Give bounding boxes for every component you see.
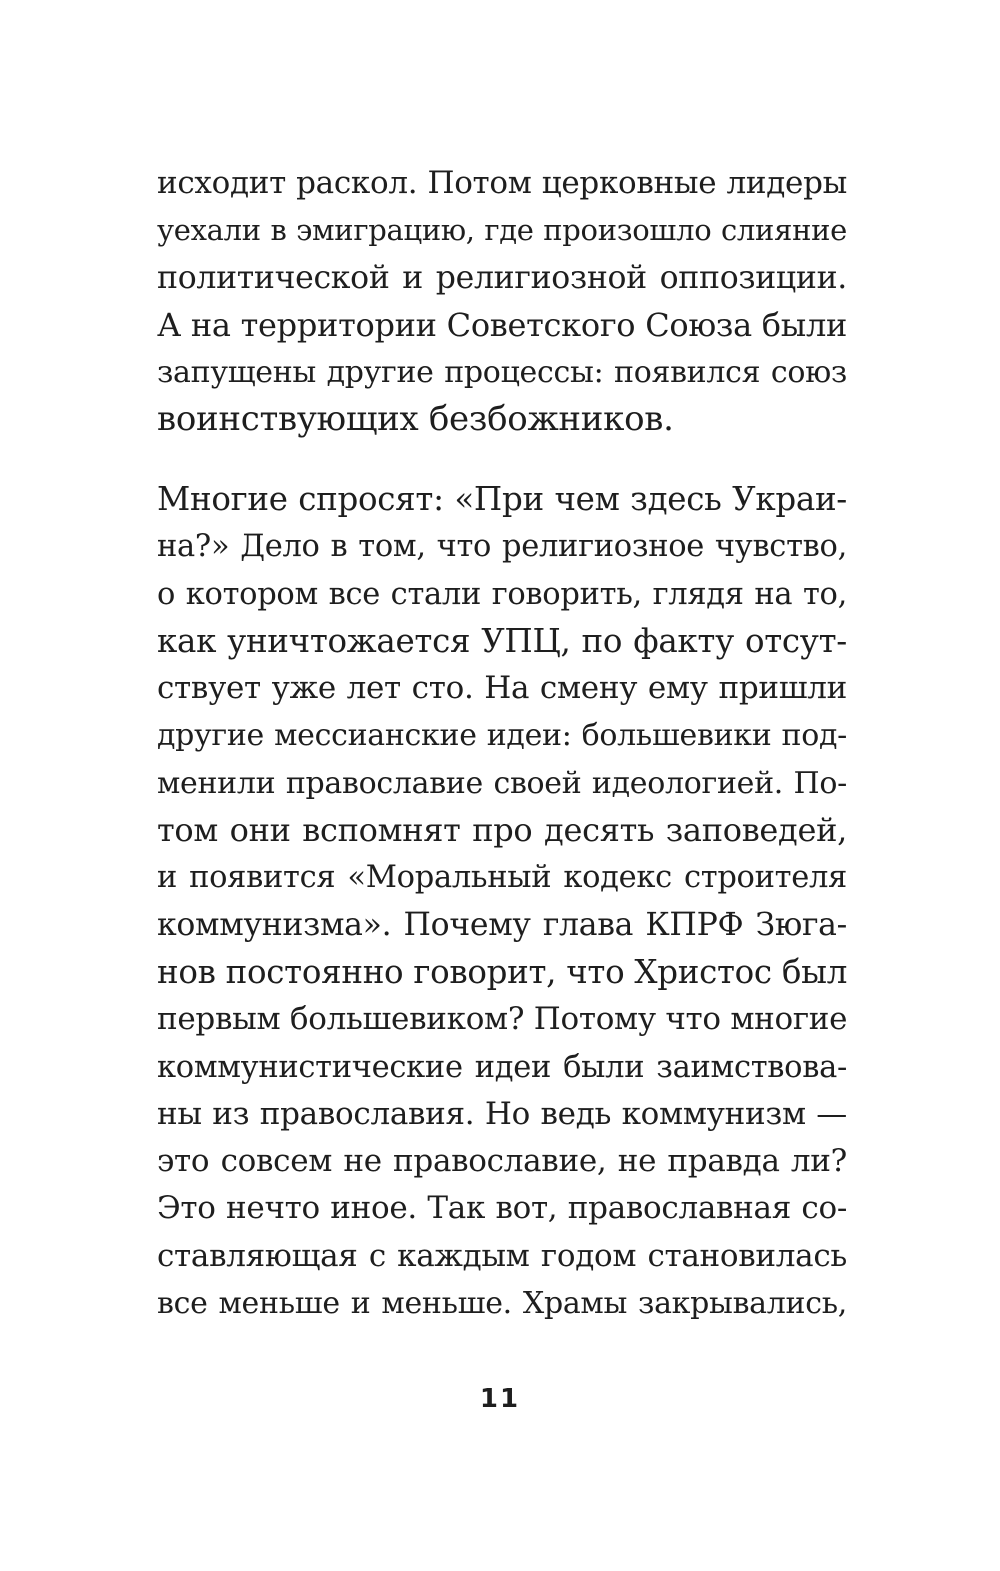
text-line: исходит раскол. Потом церковные лидеры bbox=[157, 165, 847, 201]
text-line: ствует уже лет сто. На смену ему пришли bbox=[157, 670, 847, 707]
text-line: о котором все стали говорить, глядя на то, bbox=[157, 576, 847, 612]
text-line: запущены другие процессы: появился союз bbox=[157, 355, 847, 391]
text-line: А на территории Советского Союза были bbox=[157, 305, 847, 344]
paragraph-2 bbox=[157, 476, 847, 1327]
text-line: политической и религиозной оппозиции. bbox=[157, 259, 847, 296]
text-line: том они вспомнят про десять заповедей, bbox=[157, 811, 847, 850]
text-line: менили православие своей идеологией. По- bbox=[157, 765, 847, 801]
text-line: коммунистические идеи были заимствова- bbox=[157, 1049, 847, 1085]
text-line: уехали в эмиграцию, где произошло слияние bbox=[157, 213, 847, 248]
text-line: на?» Дело в том, что религиозное чувство, bbox=[157, 529, 847, 565]
paragraph-1 bbox=[157, 160, 847, 444]
text-line: ны из православия. Но ведь коммунизм — bbox=[157, 1095, 847, 1132]
text-line: как уничтожается УПЦ, по факту отсут- bbox=[157, 621, 847, 660]
text-line: это совсем не православие, не правда ли? bbox=[157, 1143, 847, 1180]
text-line: Многие спросят: «При чем здесь Украи- bbox=[157, 480, 847, 518]
text-line: воинствующих безбожников. bbox=[157, 399, 674, 440]
page-number: 11 bbox=[479, 1384, 521, 1414]
text-line: и появится «Моральный кодекс строителя bbox=[157, 860, 847, 896]
text-line: нов постоянно говорит, что Христос был bbox=[157, 952, 848, 991]
text-line: другие мессианские идеи: большевики под- bbox=[157, 718, 847, 754]
text-line: Это нечто иное. Так вот, православная со- bbox=[157, 1190, 847, 1227]
text-line: ставляющая с каждым годом становилась bbox=[157, 1237, 847, 1274]
text-line: первым большевиком? Потому что многие bbox=[157, 1001, 848, 1038]
text-line: коммунизма». Почему глава КПРФ Зюга- bbox=[157, 906, 847, 943]
text-line: все меньше и меньше. Храмы закрывались, bbox=[157, 1286, 847, 1322]
